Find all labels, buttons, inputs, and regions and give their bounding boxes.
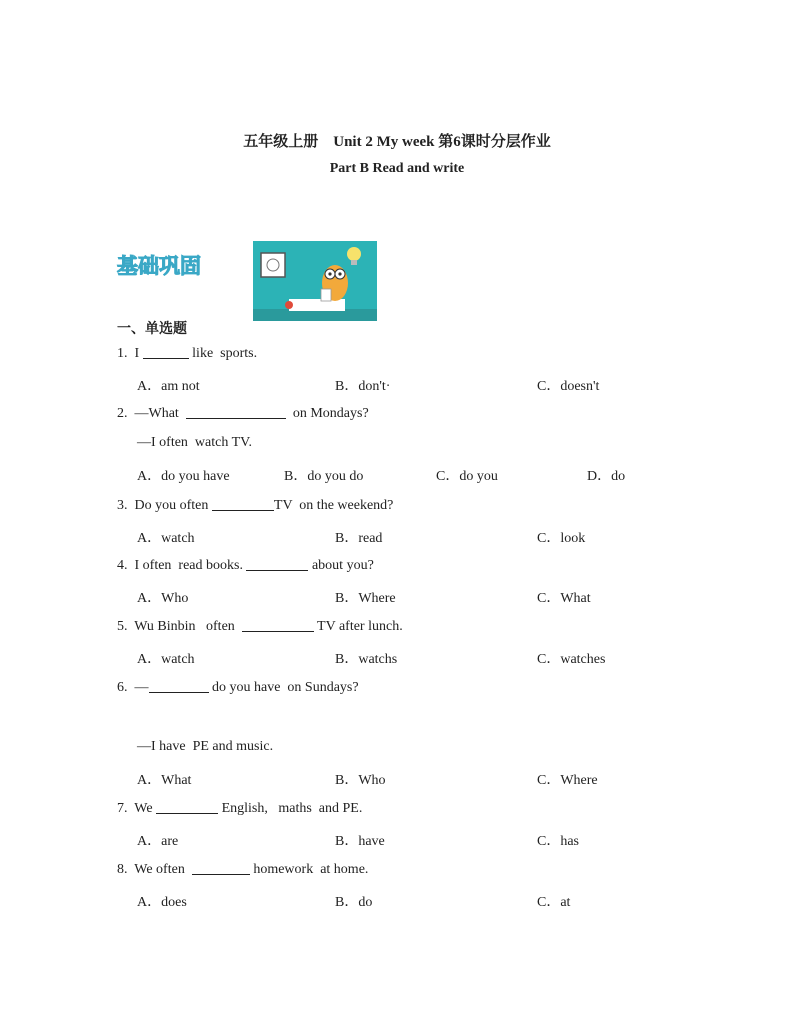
question-stem [117,617,403,635]
answer-option[interactable]: B．have [335,834,385,849]
question-text: English, maths and PE. [218,801,363,816]
question-number: 8. [117,862,128,877]
answer-blank[interactable] [156,799,218,814]
question-stem [117,344,257,362]
answer-option[interactable]: C．doesn't [537,379,600,394]
answer-option[interactable]: A．are [137,834,179,849]
answer-option[interactable]: B．watchs [335,652,398,667]
question-stem [117,860,368,878]
question-text: I [134,346,143,361]
question-stem [117,678,359,696]
answer-blank[interactable] [242,617,314,632]
question-text: on Mondays? [285,406,369,421]
question-stem [117,799,362,817]
question-text: We [134,801,157,816]
owl-illustration [253,241,377,321]
answer-option[interactable]: C．at [537,895,571,910]
dialogue-reply: —I often watch TV. [137,435,252,450]
answer-option[interactable]: B．read [335,531,383,546]
answer-option[interactable]: A．does [137,895,187,910]
question-number: 2. [117,406,128,421]
section-badge: 基础巩固 [117,254,201,278]
answer-option[interactable]: A．am not [137,379,200,394]
answer-blank[interactable] [192,860,250,875]
question-number: 1. [117,346,128,361]
question-text: Do you often [134,498,212,513]
answer-blank[interactable] [143,344,189,359]
question-number: 7. [117,801,128,816]
answer-option[interactable]: B．don't· [335,379,391,394]
question-text: We often [134,862,192,877]
question-number: 4. [117,558,128,573]
answer-option[interactable]: C．Where [537,773,598,788]
answer-option[interactable]: D．do [587,469,626,484]
page-subtitle: Part B Read and write [329,161,465,176]
question-text: — [134,680,149,695]
question-number: 3. [117,498,128,513]
answer-blank[interactable] [186,404,286,419]
answer-option[interactable]: B．Where [335,591,396,606]
answer-option[interactable]: C．do you [436,469,498,484]
answer-option[interactable]: A．watch [137,652,195,667]
question-text: I often read books. [134,558,247,573]
answer-option[interactable]: B．do [335,895,373,910]
answer-option[interactable]: A．watch [137,531,195,546]
question-stem [117,404,369,422]
question-text: TV on the weekend? [273,498,394,513]
answer-option[interactable]: A．What [137,773,192,788]
question-number: 5. [117,619,128,634]
answer-option[interactable]: C．What [537,591,591,606]
answer-option[interactable]: A．Who [137,591,189,606]
question-text: homework at home. [249,862,369,877]
question-stem [117,496,393,514]
answer-blank[interactable] [246,556,308,571]
page-title: 五年级上册 Unit 2 My week 第6课时分层作业 [243,134,551,150]
answer-option[interactable]: B．Who [335,773,386,788]
question-text: Wu Binbin often [134,619,242,634]
answer-option[interactable]: C．has [537,834,579,849]
answer-option[interactable]: C．look [537,531,586,546]
question-text: do you have on Sundays? [208,680,359,695]
dialogue-reply: —I have PE and music. [137,739,274,754]
answer-option[interactable]: B．do you do [284,469,364,484]
question-stem [117,556,374,574]
answer-blank[interactable] [149,678,209,693]
answer-blank[interactable] [212,496,274,511]
section-title: 一、单选题 [117,321,187,337]
question-text: about you? [308,558,374,573]
answer-option[interactable]: A．do you have [137,469,230,484]
answer-option[interactable]: C．watches [537,652,606,667]
question-text: TV after lunch. [313,619,403,634]
question-number: 6. [117,680,128,695]
question-text: —What [134,406,186,421]
question-text: like sports. [188,346,258,361]
